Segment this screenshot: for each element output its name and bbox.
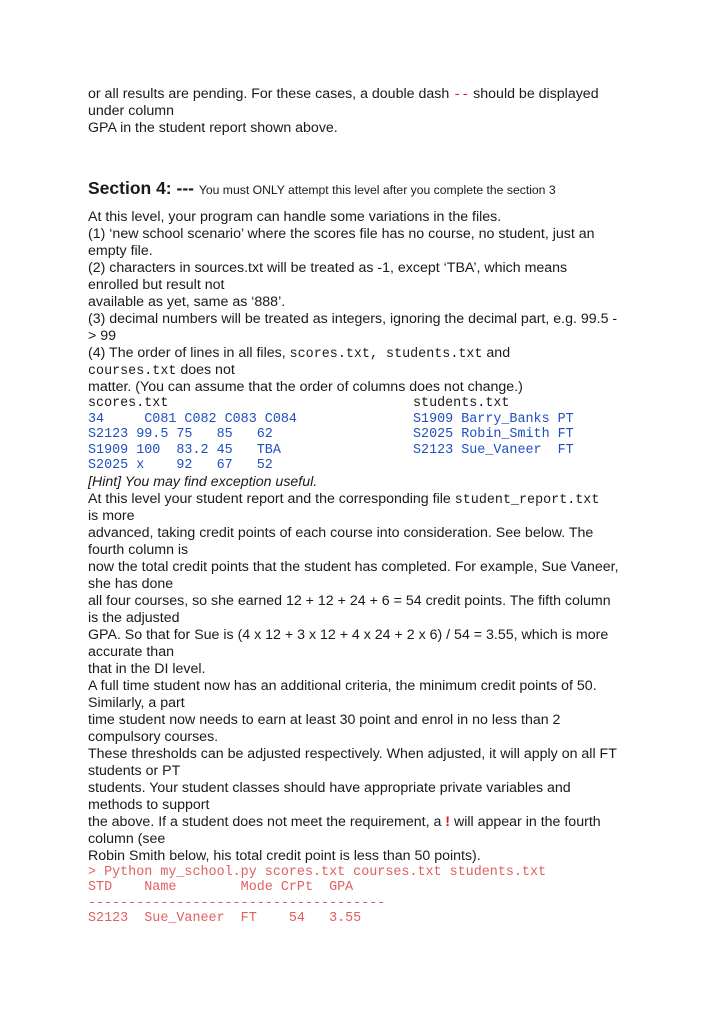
paragraph-line: (3) decimal numbers will be treated as integers, ignoring the decimal part, e.g. 99.5 - xyxy=(88,311,618,327)
hint-text: [Hint] You may find exception useful. xyxy=(88,473,318,490)
filename-code: courses.txt xyxy=(88,364,177,379)
paragraph-line: she has done xyxy=(88,575,174,592)
paragraph-line: GPA. So that for Sue is (4 x 12 + 3 x 12 + 4 x 24 + 2 x 6) / 54 = 3.55, which is more xyxy=(88,626,609,643)
terminal-header: STD Name Mode CrPt GPA xyxy=(88,880,354,895)
paragraph-line: is more xyxy=(88,507,135,524)
document-page xyxy=(88,86,648,927)
filename-code: student_report.txt xyxy=(454,492,600,508)
paragraph-line: that in the DI level. xyxy=(88,660,206,677)
section-heading: Section 4: --- You must ONLY attempt this level after you complete the section 3 xyxy=(88,178,556,198)
scores-file-header: scores.txt xyxy=(88,396,169,411)
paragraph-line: the above. If a student does not meet the requirement, a ! will appear in the fourth xyxy=(88,813,601,830)
paragraph-line: A full time student now has an additional criteria, the minimum credit points of 50. xyxy=(88,677,597,694)
paragraph-line: methods to support xyxy=(88,796,210,813)
paragraph-line: (4) The order of lines in all files, scores.txt, students.txt and xyxy=(88,345,511,362)
paragraph-line: is the adjusted xyxy=(88,609,180,626)
paragraph-line: (1) ‘new school scenario’ where the scores file has no course, no student, just an xyxy=(88,226,595,242)
paragraph-line: courses.txt does not xyxy=(88,362,235,379)
filename-code: scores.txt, students.txt xyxy=(289,347,483,362)
paragraph-line: compulsory courses. xyxy=(88,728,219,745)
intro-line-3: GPA in the student report shown above. xyxy=(88,120,338,136)
terminal-output xyxy=(88,865,648,927)
paragraph-line: students. Your student classes should have appropriate private variables and xyxy=(88,779,571,796)
files-example-table xyxy=(88,396,648,474)
table-row: S1909 100 83.2 45 TBA S2123 Sue_Vaneer FT xyxy=(88,442,574,458)
paragraph-line: available as yet, same as ‘888’. xyxy=(88,294,286,310)
intro-line-1: or all results are pending. For these cases, a double dash -- should be displayed xyxy=(88,86,599,103)
paragraph-line: accurate than xyxy=(88,643,174,660)
paragraph-line: These thresholds can be adjusted respectively. When adjusted, it will apply on all FT xyxy=(88,745,617,762)
paragraph-line: now the total credit points that the student has completed. For example, Sue Vaneer, xyxy=(88,558,619,575)
terminal-command: > Python my_school.py scores.txt courses.txt students.txt xyxy=(88,864,547,880)
paragraph-line: students or PT xyxy=(88,762,181,779)
intro-line-2: under column xyxy=(88,103,174,119)
paragraph-line: time student now needs to earn at least 30 point and enrol in no less than 2 xyxy=(88,711,561,728)
paragraph-line: all four courses, so she earned 12 + 12 + 24 + 6 = 54 credit points. The fifth column xyxy=(88,592,611,609)
paragraph-line: At this level your student report and the corresponding file student_report.txt xyxy=(88,490,600,508)
double-dash: -- xyxy=(453,88,470,103)
paragraph-line: (2) characters in sources.txt will be treated as -1, except ‘TBA’, which means xyxy=(88,260,568,276)
terminal-separator: ------------------------------------- xyxy=(88,895,386,911)
table-row: S2123 99.5 75 85 62 S2025 Robin_Smith FT xyxy=(88,427,574,442)
paragraph-line: At this level, your program can handle some variations in the files. xyxy=(88,209,502,225)
paragraph-line: empty file. xyxy=(88,243,153,259)
table-row: S2025 x 92 67 52 xyxy=(88,458,273,473)
paragraph-line: > 99 xyxy=(88,328,117,344)
paragraph-line: Robin Smith below, his total credit point is less than 50 points). xyxy=(88,847,481,864)
paragraph-line: enrolled but result not xyxy=(88,277,225,293)
exclamation-mark: ! xyxy=(445,813,451,830)
paragraph-line: fourth column is xyxy=(88,541,189,558)
paragraph-line: matter. (You can assume that the order of columns does not change.) xyxy=(88,379,523,395)
table-header-row xyxy=(88,396,648,412)
table-row: 34 C081 C082 C083 C084 S1909 Barry_Banks PT xyxy=(88,411,574,427)
section-subtitle: You must ONLY attempt this level after you complete the section 3 xyxy=(198,183,556,197)
students-file-header: students.txt xyxy=(413,396,510,411)
paragraph-line: advanced, taking credit points of each course into consideration. See below. The xyxy=(88,524,594,541)
paragraph-line: column (see xyxy=(88,830,166,847)
paragraph-line: Similarly, a part xyxy=(88,694,185,711)
terminal-row: S2123 Sue_Vaneer FT 54 3.55 xyxy=(88,911,362,926)
